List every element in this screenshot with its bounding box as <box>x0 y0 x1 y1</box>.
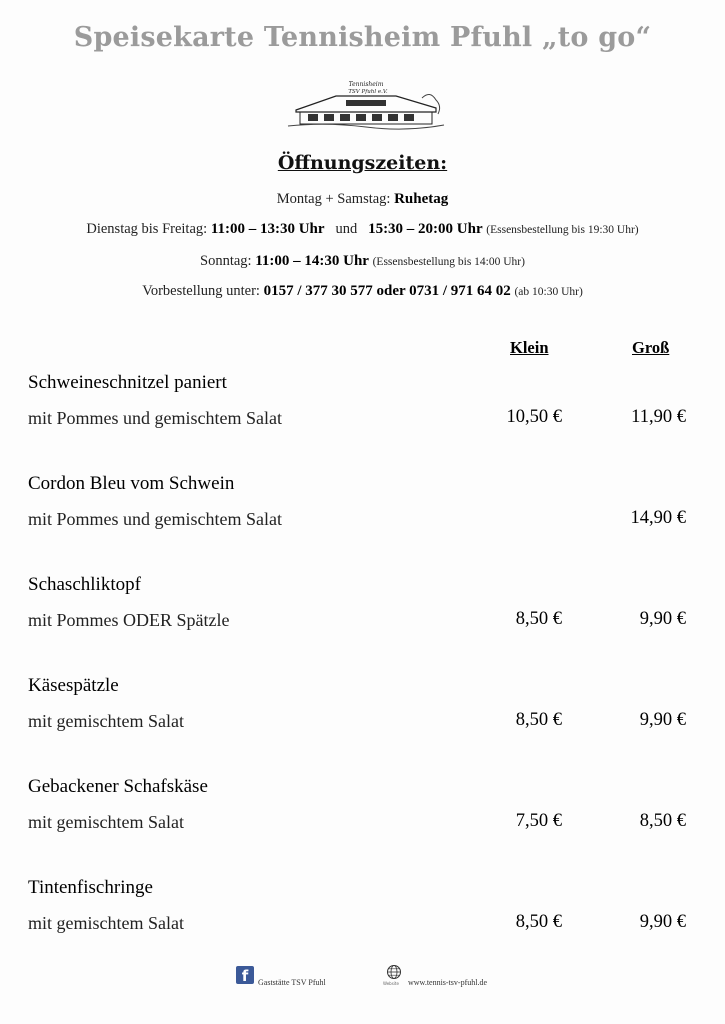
hours-sunday: Sonntag: 11:00 – 14:30 Uhr (Essensbestellung bis 14:00 Uhr) <box>200 253 525 269</box>
dish-description: mit gemischtem Salat <box>28 913 184 933</box>
price-large: 9,90 € <box>639 912 686 932</box>
price-small: 8,50 € <box>515 710 562 730</box>
column-header-small: Klein <box>510 338 549 357</box>
price-small: 8,50 € <box>515 609 562 629</box>
price-large: 8,50 € <box>639 811 686 831</box>
dish-name: Käsespätzle <box>28 675 119 696</box>
dish-description: mit Pommes und gemischtem Salat <box>28 408 282 428</box>
opening-hours-heading: Öffnungszeiten: <box>277 152 448 174</box>
dish-name: Schaschliktopf <box>28 574 141 595</box>
website-link[interactable]: www.tennis-tsv-pfuhl.de <box>408 978 488 987</box>
globe-icon[interactable] <box>386 964 402 980</box>
page-title: Speisekarte Tennisheim Pfuhl „to go“ <box>73 22 652 53</box>
dish-description: mit gemischtem Salat <box>28 711 184 731</box>
column-header-large: Groß <box>632 338 670 357</box>
dish-name: Cordon Bleu vom Schwein <box>28 473 235 494</box>
hours-closed-days: Montag + Samstag: Ruhetag <box>276 191 449 207</box>
facebook-icon[interactable]: f <box>236 966 254 984</box>
dish-description: mit Pommes ODER Spätzle <box>28 610 230 630</box>
svg-text:TSV Pfuhl e.V.: TSV Pfuhl e.V. <box>348 89 388 95</box>
price-large: 9,90 € <box>639 609 686 629</box>
price-small: 7,50 € <box>515 811 562 831</box>
dish-name: Tintenfischringe <box>28 877 153 898</box>
facebook-link[interactable]: Gaststätte TSV Pfuhl <box>258 978 326 987</box>
dish-name: Gebackener Schafskäse <box>28 776 208 797</box>
hours-preorder: Vorbestellung unter: 0157 / 377 30 577 oder 0731 / 971 64 02 (ab 10:30 Uhr) <box>142 283 583 299</box>
svg-text:Tennisheim: Tennisheim <box>348 81 384 88</box>
price-small: 8,50 € <box>515 912 562 932</box>
globe-icon-label: Website <box>383 981 399 986</box>
dish-name: Schweineschnitzel paniert <box>28 372 227 393</box>
dish-description: mit gemischtem Salat <box>28 812 184 832</box>
footer <box>0 964 725 994</box>
dish-description: mit Pommes und gemischtem Salat <box>28 509 282 529</box>
price-large: 9,90 € <box>639 710 686 730</box>
price-small: 10,50 € <box>506 407 562 427</box>
price-large: 11,90 € <box>631 407 686 427</box>
price-large: 14,90 € <box>630 508 686 528</box>
tennisheim-logo <box>286 78 446 130</box>
hours-weekdays: Dienstag bis Freitag: 11:00 – 13:30 Uhr und 15:30 – 20:00 Uhr (Essensbestellung bis 19:30 Uhr) <box>86 221 639 237</box>
